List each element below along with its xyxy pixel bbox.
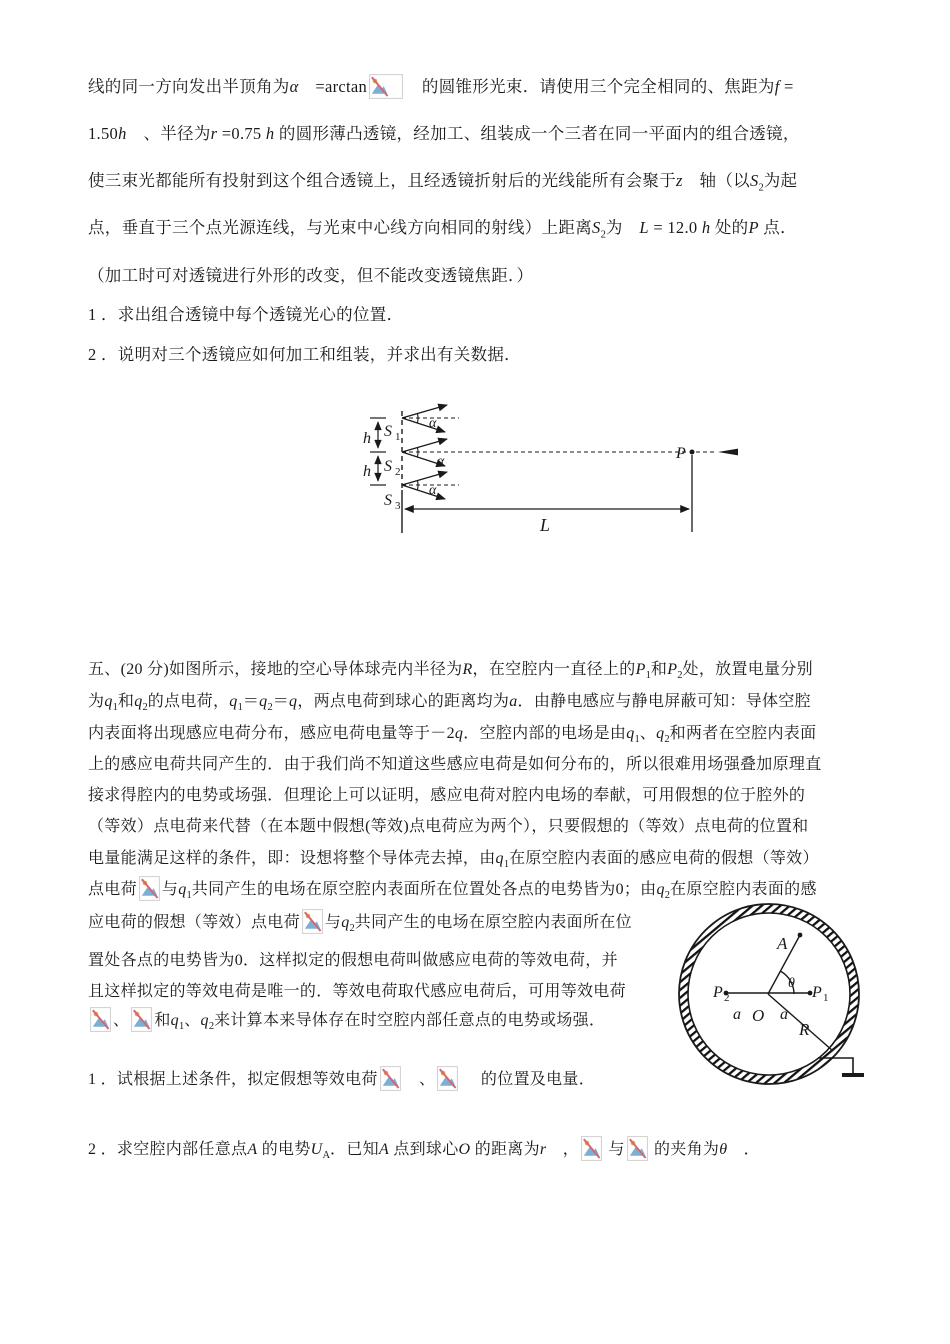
p1-label: P	[812, 984, 822, 1001]
z-axis-arrow	[718, 449, 738, 456]
a-left-label: a	[733, 1006, 741, 1023]
cone-s1	[402, 405, 459, 432]
theta-label: θ	[788, 976, 795, 991]
p5-line-5: 接求得腔内的电势或场强．但理论上可以证明，感应电荷对腔内电场的奉献，可用假想的位于腔外的	[88, 787, 806, 804]
alpha-label-1: α	[429, 416, 437, 431]
broken-image-icon	[139, 876, 160, 901]
s2-sub: 2	[395, 466, 401, 478]
cone-s2	[402, 439, 689, 469]
question4-item-2: 2 ．说明对三个透镜应如何加工和组装，并求出有关数据．	[88, 345, 521, 364]
l-label: L	[540, 515, 551, 535]
p5-line-6: （等效）点电荷来代替（在本题中假想(等效)点电荷应为两个），只要假想的（等效）点电荷的位置和	[88, 818, 809, 835]
p5-line-9: 应电荷的假想（等效）点电荷 与$q_2$共同产生的电场在原空腔内表面所在位	[88, 909, 632, 942]
question5-item-2: 2 ．求空腔内部任意点A 的电势$U_A$．已知A 点到球心O 的距离为r ， 与 的夹角为θ ．	[88, 1136, 760, 1169]
p1-line-3: 使三束光都能所有投射到这个组合透镜上，且经透镜折射后的光线能所有会聚于z 轴（以$S_2$为起	[88, 171, 798, 194]
o-label: O	[752, 1006, 765, 1025]
broken-image-icon	[380, 1066, 401, 1091]
broken-image-icon	[90, 1007, 111, 1032]
a-dot	[798, 933, 803, 938]
broken-image-icon	[437, 1066, 458, 1091]
alpha-label-3: α	[429, 483, 437, 498]
s1-label: S	[384, 423, 392, 440]
broken-image-icon	[302, 909, 323, 934]
s3-label: S	[384, 492, 392, 509]
sphere-figure	[660, 880, 890, 1095]
p1-line-5: （加工时可对透镜进行外形的改变，但不能改变透镜焦距．）	[88, 266, 534, 285]
broken-image-icon	[369, 74, 403, 99]
a-point-label: A	[777, 934, 788, 953]
h2-label: h	[363, 463, 371, 480]
broken-image-icon	[581, 1136, 602, 1161]
broken-image-icon	[627, 1136, 648, 1161]
a-right-label: a	[780, 1006, 788, 1023]
p5-line-10: 置处各点的电势皆为0．这样拟定的假想电荷叫做感应电荷的等效电荷，并	[88, 952, 618, 969]
s3-sub: 3	[395, 500, 401, 512]
p5-line-1: 五、(20 分)如图所示，接地的空心导体球壳内半径为R，在空腔内一直径上的$P_1$和$P_2$处，放置电量分别	[88, 661, 813, 682]
p1-line-4: 点，垂直于三个点光源连线，与光束中心线方向相同的射线）上距离$S_2$为 L = 12.0 h 处的P 点．	[88, 218, 797, 241]
p2-sub: 2	[724, 992, 730, 1004]
p-label: P	[676, 445, 686, 462]
p5-line-8: 点电荷 与$q_1$共同产生的电场在原空腔内表面所在位置处各点的电势皆为0；由$q_2$在原空腔内表面的感	[88, 876, 817, 909]
p5-line-11: 且这样拟定的等效电荷是唯一的．等效电荷取代感应电荷后，可用等效电荷	[88, 983, 626, 1000]
p5-line-2: 为$q_1$和$q_2$的点电荷，$q_1=q_2=q$，两点电荷到球心的距离均为a．由静电感应与静电屏蔽可知：导体空腔	[88, 693, 811, 714]
s2-label: S	[384, 458, 392, 475]
p5-line-4: 上的感应电荷共同产生的．由于我们尚不知道这些感应电荷是如何分布的，所以很难用场强叠加原理直	[88, 756, 822, 773]
p5-line-3: 内表面将出现感应电荷分布，感应电荷电量等于－2q．空腔内部的电场是由$q_1$、$q_2$和两者在空腔内表面	[88, 725, 817, 746]
p1-line-1: 线的同一方向发出半顶角为α =arctan 的圆锥形光束．请使用三个完全相同的、焦距为f =	[88, 73, 794, 100]
p5-line-12: 、 和$q_1$、$q_2$来计算本来导体存在时空腔内部任意点的电势或场强．	[88, 1007, 605, 1040]
h1-label: h	[363, 430, 371, 447]
r-label: R	[799, 1020, 810, 1039]
p-point-dot	[690, 450, 695, 455]
cone-s3	[402, 472, 459, 499]
optics-figure	[355, 398, 755, 540]
p5-line-7: 电量能满足这样的条件，即：设想将整个导体壳去掉，由$q_1$在原空腔内表面的感应电荷的假想（等效）	[88, 850, 819, 871]
question4-item-1: 1 ．求出组合透镜中每个透镜光心的位置．	[88, 305, 404, 324]
broken-image-icon	[131, 1007, 152, 1032]
p1-line-2: 1.50h 、半径为r =0.75 h 的圆形薄凸透镜，经加工、组装成一个三者在同一平面内的组合透镜，	[88, 124, 800, 143]
question5-item-1: 1 ．试根据上述条件，拟定假想等效电荷 、 的位置及电量．	[88, 1066, 595, 1093]
p2-label: P	[713, 984, 723, 1001]
s1-sub: 1	[395, 431, 401, 443]
alpha-label-2: α	[437, 454, 445, 469]
p1-sub: 1	[823, 992, 829, 1004]
